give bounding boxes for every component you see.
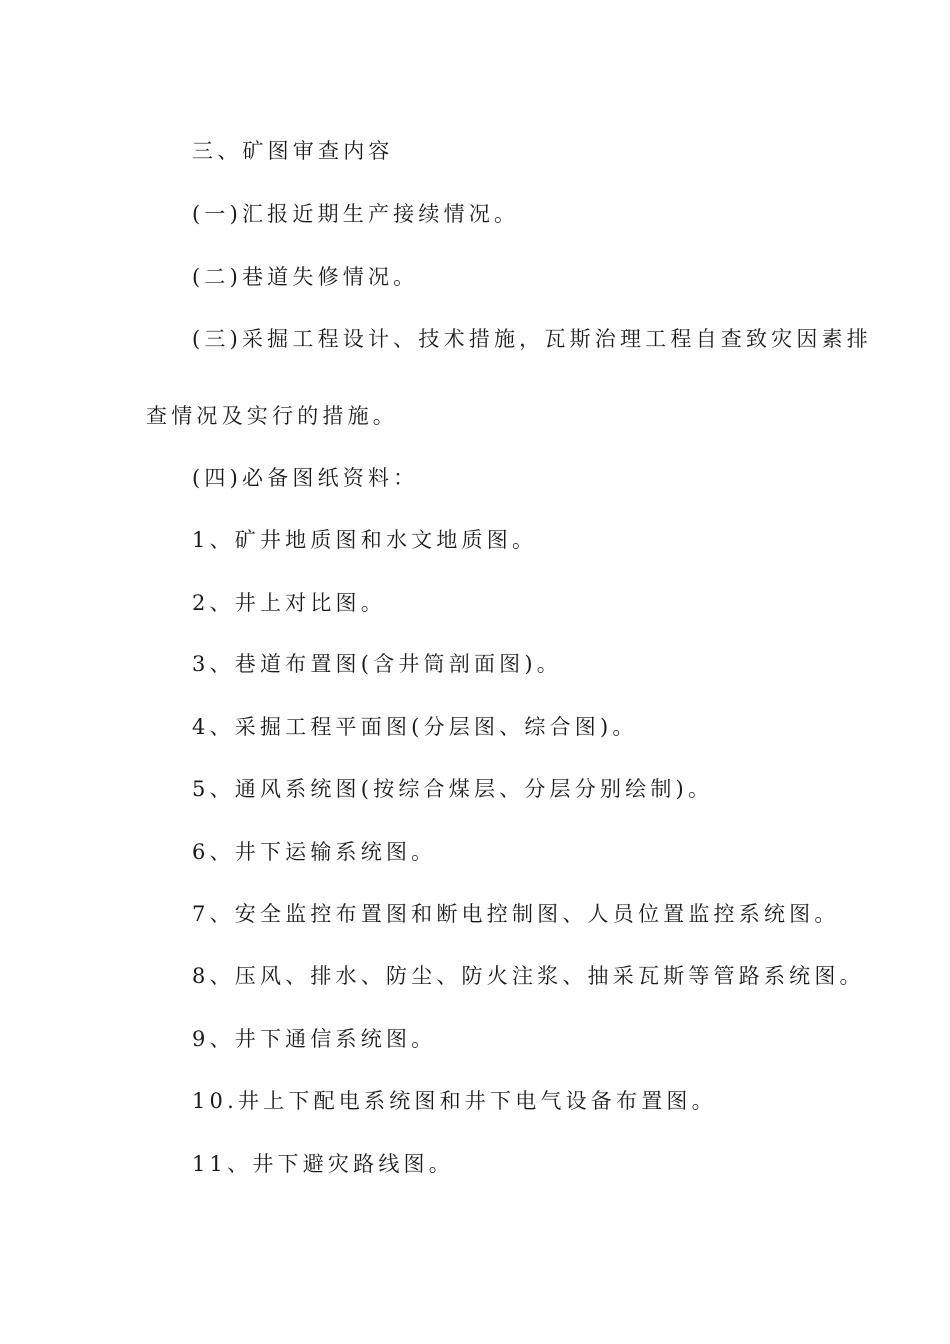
list-item-7: 7、安全监控布置图和断电控制图、人员位置监控系统图。 [192,902,840,926]
section-heading: 三、矿图审查内容 [192,139,394,163]
list-item-5: 5、通风系统图(按综合煤层、分层分别绘制)。 [192,777,714,801]
list-item-11: 11、井下避灾路线图。 [192,1152,454,1176]
list-item-6: 6、井下运输系统图。 [192,840,437,864]
paragraph-3-continued: 查情况及实行的措施。 [146,404,398,428]
paragraph-2: (二)巷道失修情况。 [192,265,419,289]
paragraph-3: (三)采掘工程设计、技术措施，瓦斯治理工程自查致灾因素排 [192,327,872,351]
list-item-10: 10.井上下配电系统图和井下电气设备布置图。 [192,1089,717,1113]
paragraph-1: (一)汇报近期生产接续情况。 [192,202,520,226]
paragraph-4: (四)必备图纸资料： [192,466,419,490]
list-item-9: 9、井下通信系统图。 [192,1027,437,1051]
list-item-3: 3、巷道布置图(含井筒剖面图)。 [192,652,562,676]
list-item-2: 2、井上对比图。 [192,591,386,615]
list-item-1: 1、矿井地质图和水文地质图。 [192,528,538,552]
list-item-8: 8、压风、排水、防尘、防火注浆、抽采瓦斯等管路系统图。 [192,964,865,988]
list-item-4: 4、采掘工程平面图(分层图、综合图)。 [192,715,638,739]
